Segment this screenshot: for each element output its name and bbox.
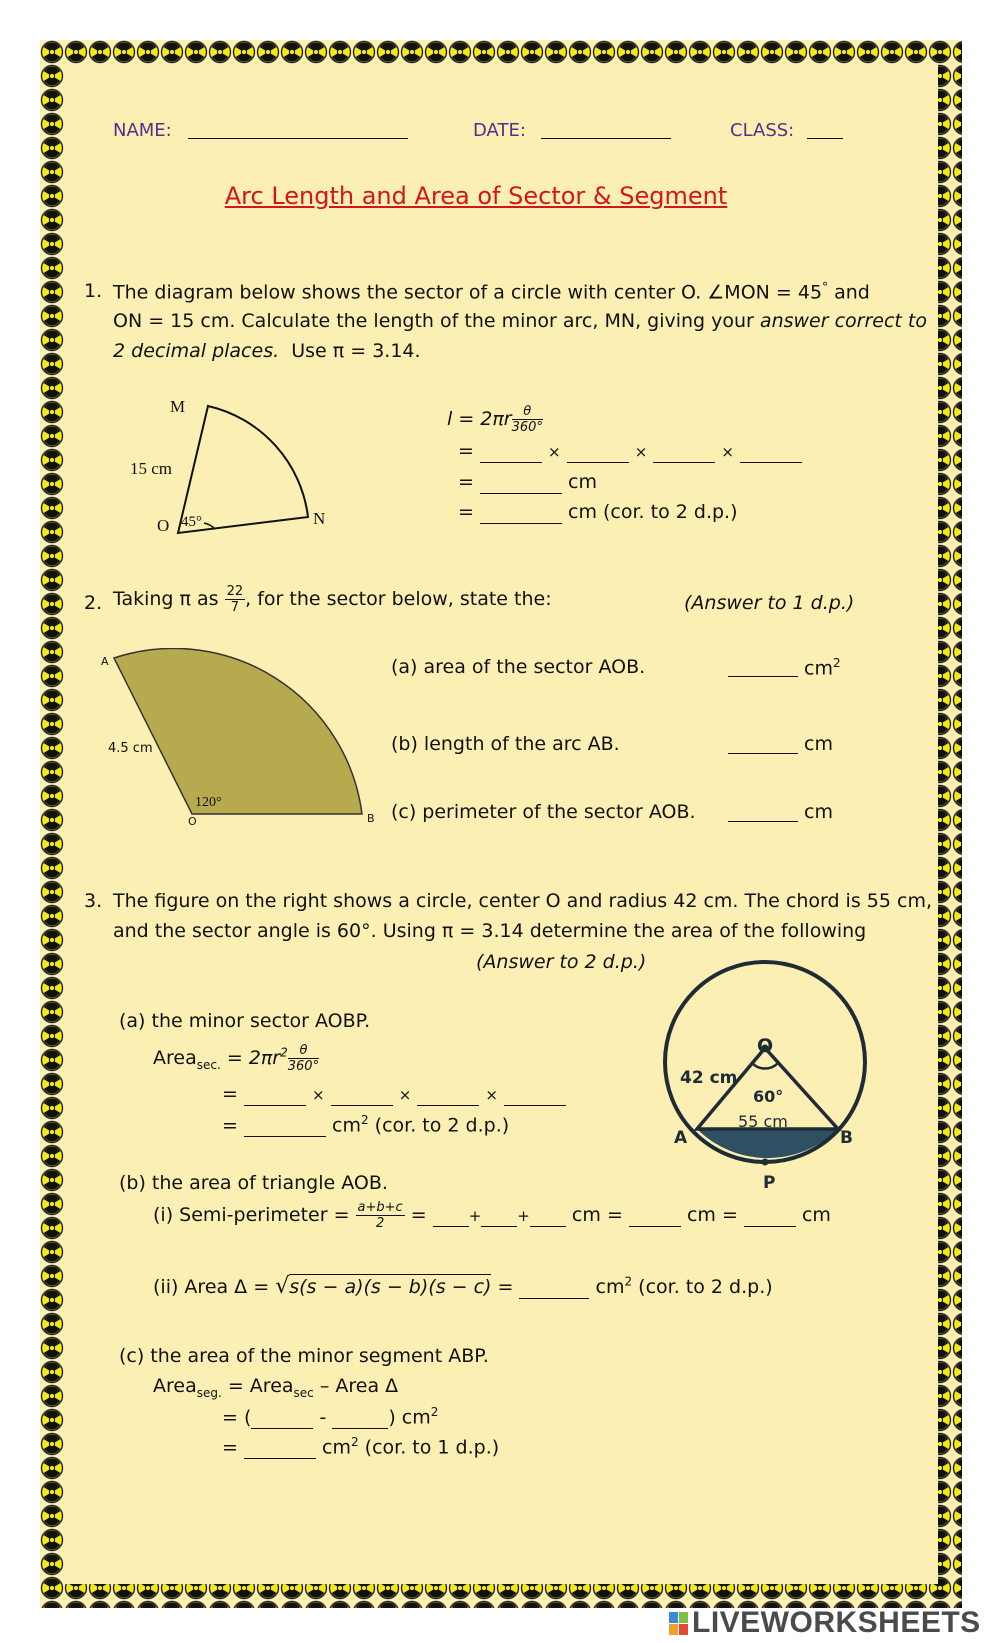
q3b-semi-label: (i) Semi-perimeter = (153, 1204, 350, 1226)
q3-label-o: O (757, 1035, 774, 1057)
q2-part-a-input[interactable] (728, 656, 798, 677)
q1-line3 (113, 340, 421, 362)
q3-line2: and the sector angle is 60°. Using π = 3.14 determine the area of the following (113, 920, 867, 942)
q3b-unit-rest: (cor. to 2 d.p.) (632, 1276, 773, 1298)
q1-label-m: M (170, 397, 186, 416)
q3c-step1 (222, 1405, 438, 1429)
q3c-eq: = (222, 1406, 238, 1429)
q3a-blank-2[interactable] (331, 1085, 393, 1106)
q1-step2 (458, 471, 597, 494)
q1-formula-lhs: l = 2πr (447, 408, 512, 430)
q3b-blank-area[interactable] (519, 1278, 589, 1299)
q3b-cm: cm (686, 1204, 716, 1226)
q3a-times: × (485, 1086, 498, 1104)
q3-number: 3. (84, 890, 103, 912)
q2-number: 2. (84, 592, 103, 614)
liveworksheets-brand: LIVEWORKSHEETS (692, 1606, 981, 1639)
q2-label-a: A (101, 655, 109, 668)
q1-line3-text: Use π = 3.14. (291, 340, 421, 362)
q3b-blank-a[interactable] (433, 1206, 469, 1227)
q2-part-b-input[interactable] (728, 733, 798, 754)
q2-label-angle: 120° (195, 795, 222, 810)
q3a-blank-result[interactable] (244, 1116, 326, 1137)
q3a-times: × (398, 1086, 412, 1104)
q3c-blank-sector[interactable] (251, 1408, 313, 1429)
q1-line1 (113, 280, 870, 303)
q2-label-o: O (188, 815, 197, 828)
q3a-eq: = (222, 1083, 238, 1105)
q3a-unit: cm (332, 1114, 361, 1137)
q3a-step2 (222, 1113, 509, 1137)
q2-label-b: B (367, 812, 375, 825)
q3a-formula (153, 1043, 319, 1074)
q1-formula-fraction (512, 404, 543, 435)
q1-line3-italic: 2 decimal places. (113, 340, 280, 362)
q3b-plus: + (517, 1207, 530, 1225)
q3c-close-unit: ) cm (388, 1406, 431, 1429)
q3a-step1 (222, 1083, 566, 1106)
q3b-unit-sup: 2 (624, 1274, 633, 1289)
q1-frac-den: 360° (511, 420, 543, 435)
q1-eq: = (458, 471, 474, 493)
q1-frac-num: θ (512, 404, 543, 420)
q3c-unit-sup: 2 (350, 1435, 359, 1449)
q3-line1: The figure on the right shows a circle, center O and radius 42 cm. The chord is 55 cm, (113, 890, 932, 912)
q3b-frac-num: a+b+c (357, 1200, 403, 1215)
q3a-blank-1[interactable] (244, 1085, 306, 1106)
q1-line2-text: ON = 15 cm. Calculate the length of the minor arc, MN, giving your (113, 310, 760, 332)
q3b-area-label: (ii) Area Δ = (153, 1276, 270, 1298)
q3b-blank-sum[interactable] (629, 1206, 681, 1227)
q2-part-a-unit (804, 656, 841, 679)
date-label: DATE: (473, 120, 526, 141)
worksheet-title: Arc Length and Area of Sector & Segment (224, 182, 728, 210)
q3a-fraction (288, 1043, 319, 1074)
q3b-area (153, 1274, 773, 1299)
q2-part-c-unit: cm (804, 801, 833, 823)
q1-step3 (458, 501, 738, 524)
q3b-label: (b) the area of triangle AOB. (119, 1172, 388, 1194)
class-label: CLASS: (730, 120, 795, 141)
q1-eq: = (458, 501, 474, 523)
q3c-step2 (222, 1435, 499, 1459)
q2-text-a: Taking π as (113, 588, 219, 610)
q3c-label: (c) the area of the minor segment ABP. (119, 1345, 489, 1367)
q3c-rhs-sub: sec (293, 1385, 314, 1400)
q2-part-b-unit: cm (804, 733, 833, 755)
q1-formula (447, 404, 543, 435)
q2-sector-diagram (100, 648, 380, 828)
q3a-unit-sup: 2 (360, 1113, 369, 1127)
q1-times: × (634, 443, 648, 461)
q1-times: × (721, 443, 734, 461)
q1-blank-result[interactable] (480, 473, 562, 494)
q3b-unit: cm (595, 1276, 625, 1298)
q1-blank-2[interactable] (567, 442, 629, 463)
q2-frac-num: 22 (226, 584, 244, 599)
q3b-plus: + (468, 1207, 482, 1225)
q1-angle-arc (204, 523, 215, 529)
q1-unit: cm (568, 471, 597, 493)
q3a-unit-rest: (cor. to 2 d.p.) (368, 1114, 510, 1137)
q3a-formula-text: = 2πr (220, 1047, 281, 1069)
name-label: NAME: (113, 120, 172, 141)
q3b-frac-den: 2 (375, 1216, 385, 1231)
q3c-rhs-a: = Area (221, 1375, 294, 1397)
q3-label-a: A (674, 1128, 688, 1148)
q2-sector-shape (114, 648, 362, 814)
q2-label-r: 4.5 cm (108, 741, 153, 756)
q3b-eq: = (721, 1204, 738, 1226)
q1-deg: ° (822, 280, 829, 294)
q3b-fraction (356, 1200, 405, 1231)
q3-label-angle: 60° (753, 1087, 784, 1106)
q3c-eq: = (222, 1436, 238, 1459)
q3a-area-label: Area (153, 1047, 197, 1069)
q1-label-o: O (157, 516, 170, 535)
q2-pi-fraction (225, 584, 246, 615)
q2-part-a-label: (a) area of the sector AOB. (391, 656, 646, 678)
q3a-label: (a) the minor sector AOBP. (119, 1010, 371, 1032)
name-input[interactable] (188, 118, 408, 139)
q3b-blank-s[interactable] (744, 1206, 796, 1227)
q3b-blank-c[interactable] (530, 1206, 566, 1227)
q2-text-b: , for the sector below, state the: (245, 588, 552, 610)
q3c-area-sub: seg. (196, 1385, 222, 1400)
q1-unit-dp: cm (cor. to 2 d.p.) (568, 501, 738, 523)
q3b-semi-perimeter (153, 1200, 831, 1231)
q1-line1-end: and (834, 281, 870, 304)
q2-answer-note: (Answer to 1 d.p.) (684, 592, 855, 614)
q3a-times: × (312, 1086, 325, 1104)
q1-label-r: 15 cm (130, 459, 173, 478)
q3-label-chord: 55 cm (738, 1112, 788, 1131)
q3c-rhs-b: – Area Δ (313, 1375, 399, 1397)
q2-part-c-input[interactable] (728, 801, 798, 822)
q3c-unit-rest: (cor. to 1 d.p.) (358, 1436, 500, 1459)
q3a-sup: 2 (280, 1045, 288, 1060)
q1-line1-text: The diagram below shows the sector of a circle with center O. ∠MON = 45 (113, 281, 823, 304)
q2-part-a-sup: 2 (832, 656, 841, 670)
q3c-blank-result[interactable] (244, 1438, 316, 1459)
q1-label-angle: 45° (181, 514, 202, 530)
q3b-eq: = (497, 1276, 514, 1298)
q3c-area-label: Area (153, 1375, 197, 1397)
q1-number: 1. (84, 280, 103, 302)
q3a-blank-4[interactable] (504, 1085, 566, 1106)
q2-part-c-label: (c) perimeter of the sector AOB. (391, 801, 696, 823)
sqrt-icon: √ (275, 1274, 290, 1299)
q3a-area-sub: sec. (196, 1057, 221, 1072)
q1-eq: = (458, 440, 474, 462)
q3b-eq: = (606, 1204, 623, 1226)
class-input[interactable] (807, 118, 843, 139)
q3a-frac-den: 360° (287, 1059, 320, 1074)
q3a-eq: = (222, 1114, 238, 1137)
q3a-blank-3[interactable] (417, 1085, 479, 1106)
q3b-eq: = (410, 1204, 427, 1226)
q3-label-b: B (840, 1128, 853, 1148)
q2-part-a-unit-text: cm (804, 657, 833, 680)
q3-angle-arc (752, 1063, 778, 1069)
q3c-sup: 2 (430, 1405, 439, 1419)
q3b-cm: cm (801, 1204, 831, 1226)
q3c-formula (153, 1375, 398, 1400)
q2-frac-den: 7 (230, 600, 240, 615)
q3-answer-note: (Answer to 2 d.p.) (476, 951, 647, 973)
q3b-sqrt-expr: s(s − a)(s − b)(s − c) (289, 1276, 492, 1298)
q3b-blank-b[interactable] (481, 1206, 517, 1227)
q2-part-b-label: (b) length of the arc AB. (391, 733, 620, 755)
q3-label-p: P (763, 1173, 776, 1193)
q1-blank-3[interactable] (653, 442, 715, 463)
q3-label-r: 42 cm (680, 1068, 738, 1088)
q3c-open-paren: ( (243, 1406, 252, 1429)
q1-blank-1[interactable] (480, 442, 542, 463)
q3-circle-diagram (660, 960, 870, 1170)
q1-step1 (458, 440, 802, 463)
q1-times: × (548, 443, 561, 461)
date-input[interactable] (541, 118, 671, 139)
q3a-frac-num: θ (288, 1043, 319, 1059)
q1-blank-4[interactable] (740, 442, 802, 463)
q1-line2 (113, 310, 927, 332)
q3c-minus: - (319, 1406, 327, 1429)
q2-prompt (113, 584, 552, 615)
q1-line2-italic: answer correct to (759, 310, 927, 332)
q3c-unit: cm (322, 1436, 351, 1459)
q3-segment-shape (697, 1129, 838, 1158)
liveworksheets-logo-icon (668, 1611, 690, 1637)
q3c-blank-triangle[interactable] (332, 1408, 388, 1429)
q1-blank-rounded[interactable] (480, 503, 562, 524)
q3-point-p-dot (762, 1159, 769, 1166)
q3b-cm: cm (571, 1204, 601, 1226)
q1-label-n: N (313, 509, 326, 528)
